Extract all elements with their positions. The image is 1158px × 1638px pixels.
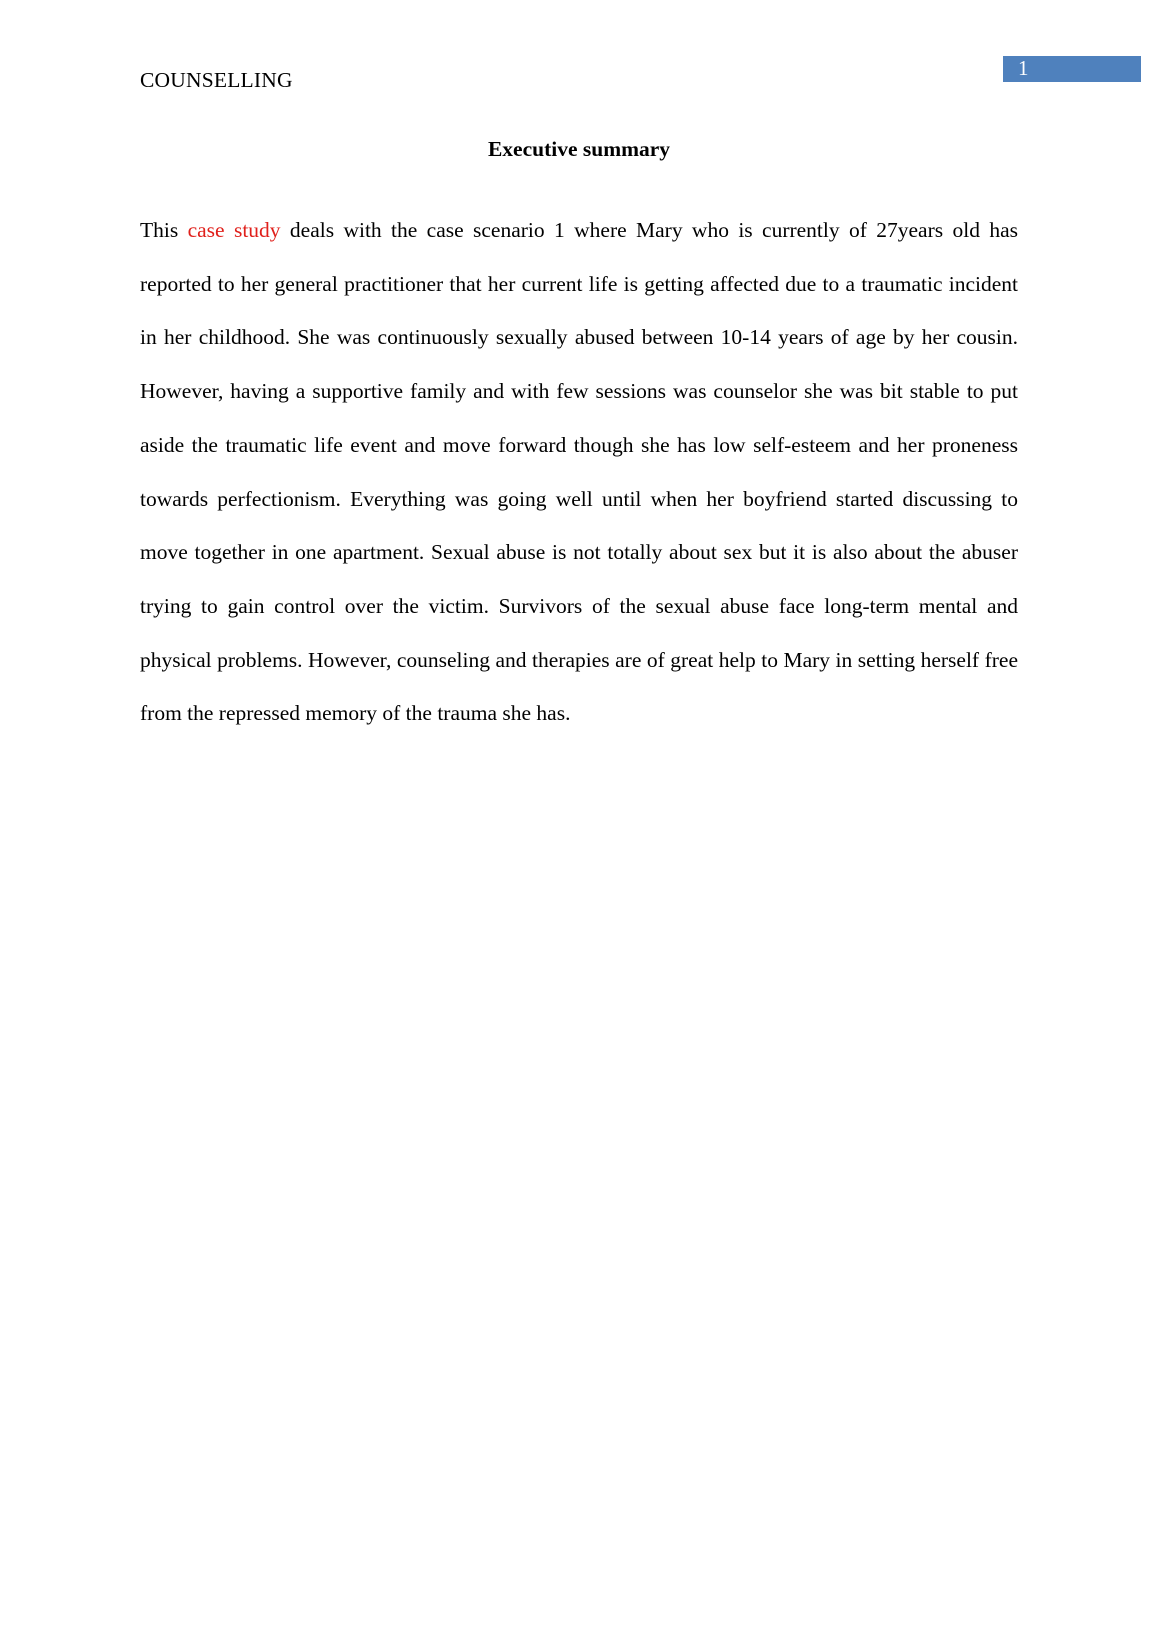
page-number-badge (1003, 56, 1141, 82)
body-paragraph (140, 204, 1018, 741)
highlighted-phrase: case study (187, 218, 281, 242)
running-head: COUNSELLING (140, 68, 293, 92)
paragraph-body: deals with the case scenario 1 where Mary who is currently of 27years old has reported to her general practitioner that her current life is getting affected due to a traumatic incident in her childhood. She was continuously sexually abused between 10-14 years of age by her cousin. However, having a supportive family and with few sessions was counselor she was bit stable to put aside the traumatic life event and move forward though she has low self-esteem and her proneness towards perfectionism. Everything was going well until when her boyfriend started discussing to move together in one apartment. Sexual abuse is not totally about sex but it is also about the abuser trying to gain control over the victim. Survivors of the sexual abuse face long-term mental and physical problems. However, counseling and therapies are of great help to Mary in setting herself free from the repressed memory of the trauma she has. (140, 218, 1018, 726)
paragraph-lead: This (140, 218, 188, 242)
page-number: 1 (1018, 56, 1029, 80)
section-title: Executive summary (487, 137, 671, 161)
